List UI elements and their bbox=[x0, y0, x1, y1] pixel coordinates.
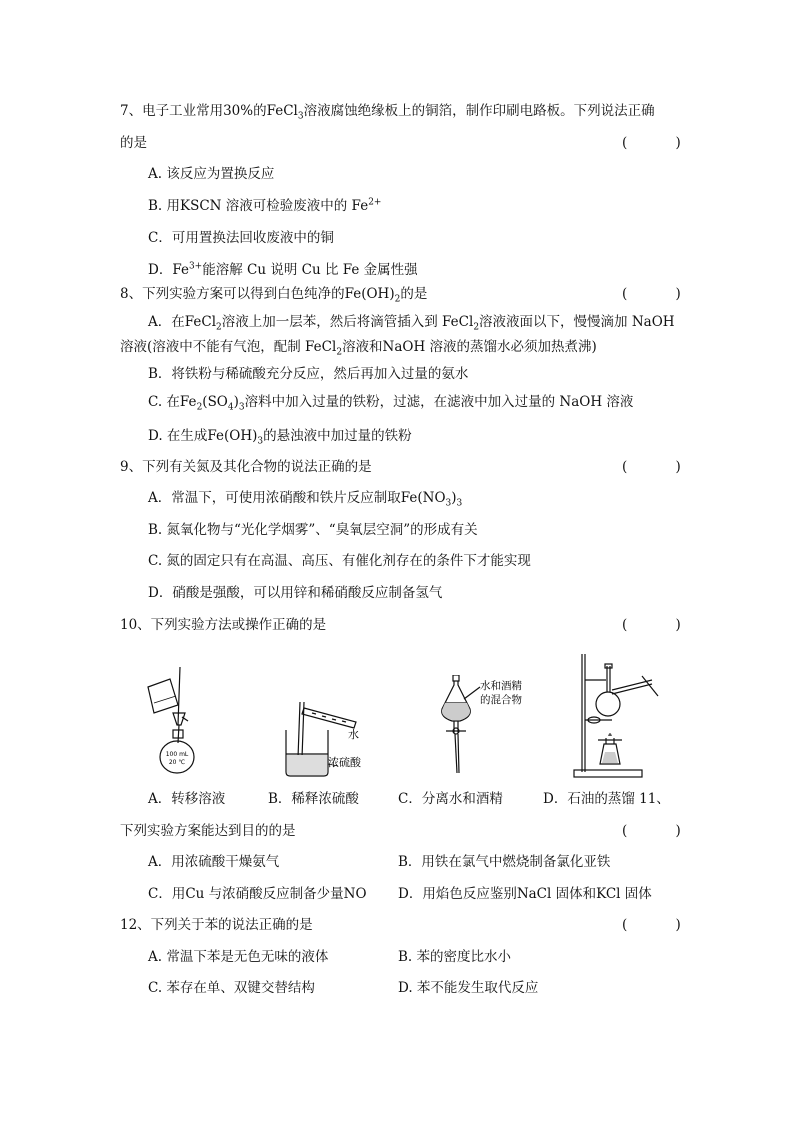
q10-option-c: C．分离水和酒精 bbox=[398, 791, 503, 807]
q8-stem: 8、下列实验方案可以得到白色纯净的$Fe(OH)_2$的是 bbox=[120, 286, 428, 305]
q11-option-b: B．用铁在氯气中燃烧制备氯化亚铁 bbox=[398, 854, 611, 870]
q9-option-c: C. 氮的固定只有在高温、高压、有催化剂存在的条件下才能实现 bbox=[148, 553, 531, 569]
q9-option-d: D．硝酸是强酸，可以用锌和稀硝酸反应制备氢气 bbox=[148, 585, 443, 601]
funnel-label-line1: 水和酒精 bbox=[480, 680, 522, 692]
q10-option-d: D．石油的蒸馏 11、 bbox=[543, 791, 670, 807]
q8-option-a: A．在FeCl$_2$溶液上加一层苯，然后将滴管插入到 FeCl$_2$溶液液面以下，慢慢滴加 NaOH bbox=[148, 314, 675, 333]
q12-option-a: A. 常温下苯是无色无味的液体 bbox=[148, 949, 329, 965]
q7-stem: 7、电子工业常用30%的FeCl$_3$溶液腐蚀绝缘板上的铜箔，制作印刷电路板。下列说法正确 bbox=[120, 103, 655, 122]
q7-option-a: A. 该反应为置换反应 bbox=[148, 166, 275, 182]
q12-option-c: C. 苯存在单、双键交替结构 bbox=[148, 980, 315, 996]
q8-option-c: C. 在$Fe_2(SO_4)_3$溶料中加入过量的铁粉，过滤，在滤液中加入过量的 NaOH 溶液 bbox=[148, 394, 634, 413]
volumetric-flask-figure bbox=[140, 665, 210, 780]
q7-stem-cont: 的是 bbox=[120, 135, 147, 151]
answer-bracket: ( ) bbox=[622, 917, 703, 933]
q10-option-a: A．转移溶液 bbox=[148, 791, 226, 807]
funnel-label-line2: 的混合物 bbox=[480, 694, 522, 706]
q7-option-c: C．可用置换法回收废液中的铜 bbox=[148, 230, 334, 246]
flask-label-temp: 20 ℃ bbox=[168, 759, 186, 766]
answer-bracket: ( ) bbox=[622, 286, 703, 302]
q11-stem: 下列实验方案能达到目的的是 bbox=[120, 823, 296, 839]
q11-option-a: A．用浓硫酸干燥氨气 bbox=[148, 854, 280, 870]
answer-bracket: ( ) bbox=[622, 823, 703, 839]
q12-option-b: B. 苯的密度比水小 bbox=[398, 949, 512, 965]
beaker-dilution-figure bbox=[282, 698, 378, 780]
q12-option-d: D. 苯不能发生取代反应 bbox=[398, 980, 539, 996]
q12-stem: 12、下列关于苯的说法正确的是 bbox=[120, 917, 313, 933]
q7-option-b: B. 用KSCN 溶液可检验废液中的 $Fe^{2+}$ bbox=[148, 197, 382, 214]
q11-option-d: D．用焰色反应鉴别NaCl 固体和KCl 固体 bbox=[398, 886, 652, 902]
distillation-figure bbox=[572, 652, 672, 780]
q7-option-d: D．$Fe^{3+}$能溶解 Cu 说明 Cu 比 Fe 金属性强 bbox=[148, 261, 418, 278]
q9-option-b: B. 氮氧化物与“光化学烟雾”、“臭氧层空洞”的形成有关 bbox=[148, 522, 478, 538]
flask-label-volume: 100 mL bbox=[165, 751, 189, 758]
answer-bracket: ( ) bbox=[622, 135, 703, 151]
water-label: 水 bbox=[348, 728, 359, 741]
q8-option-d: D. 在生成$Fe(OH)_3$的悬浊液中加过量的铁粉 bbox=[148, 428, 412, 447]
q10-stem: 10、下列实验方法或操作正确的是 bbox=[120, 617, 327, 633]
q8-option-b: B．将铁粉与稀硫酸充分反应，然后再加入过量的氨水 bbox=[148, 366, 469, 382]
q8-option-a-cont: 溶液(溶液中不能有气泡，配制 FeCl$_2$溶液和NaOH 溶液的蒸馏水必须加热煮沸) bbox=[120, 339, 597, 358]
acid-label: 浓硫酸 bbox=[328, 756, 361, 769]
q10-option-b: B．稀释浓硫酸 bbox=[268, 791, 359, 807]
answer-bracket: ( ) bbox=[622, 617, 703, 633]
q9-stem: 9、下列有关氮及其化合物的说法正确的是 bbox=[120, 459, 372, 475]
q9-option-a: A．常温下，可使用浓硝酸和铁片反应制取$Fe(NO_3)_3$ bbox=[148, 490, 463, 509]
answer-bracket: ( ) bbox=[622, 459, 703, 475]
q11-option-c: C．用Cu 与浓硝酸反应制备少量NO bbox=[148, 886, 367, 902]
separatory-funnel-figure bbox=[432, 675, 542, 775]
